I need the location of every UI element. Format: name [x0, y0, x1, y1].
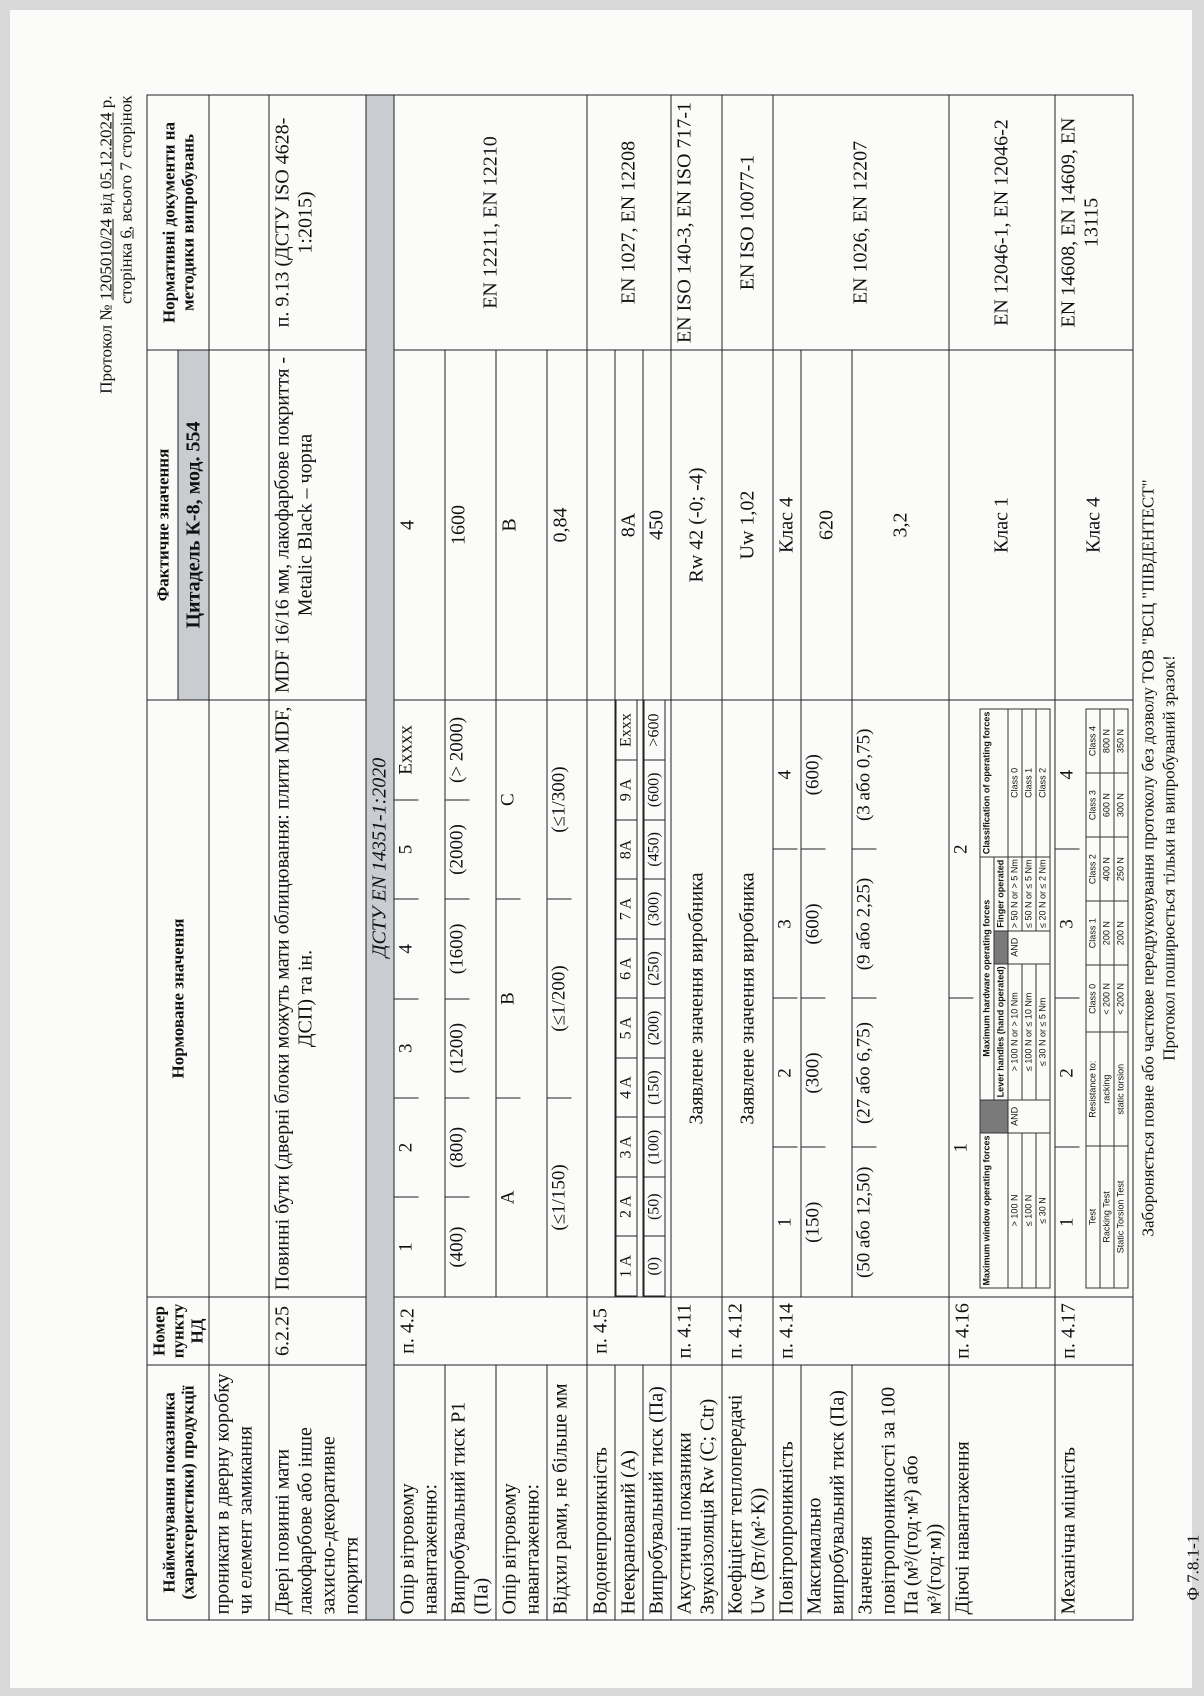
cell-name: Відхил рами, не більше мм	[547, 1365, 587, 1620]
table-row: Випробувальний тиск Р1 (Па) (400) (800) (1200) (1600) (2000) (> 2000) 1600	[445, 95, 496, 1620]
cell-norm: Заявлене значення виробника	[671, 700, 722, 1297]
table-row: Максимально випробувальний тиск (Па) (150) (300) (600) (600) 620	[801, 95, 852, 1620]
cell-name: Випробувальний тиск Р1 (Па)	[445, 1365, 496, 1620]
table-row: Діючі навантаження п. 4.16 1 2 Maximum window operating forces Maximum hardware operating forces Classification of operating forces Lever handles (hand operated) Finger operated > 100 N AND > 100 N or > 10 Nm AND > 50 N or > 5 Nm Class 0 ≤ 100 N ≤ 100 N or ≤ 10 Nm ≤ 50 N or ≤ 5 Nm Class 1 ≤ 30 N ≤ 30 N or ≤ 5 Nm ≤ 20 N or ≤ 2 Nm Class 2 Клас 1 EN 12046-1, EN 12046-2	[949, 95, 1055, 1620]
cell-clause: п. 4.17	[1055, 1297, 1133, 1365]
cell-actual: 3,2	[852, 350, 949, 700]
operating-forces-table-wrap	[974, 701, 1055, 1297]
cell-name: Значення повітропроникності за 100 Па (м³/(год·м²) або м³/(год·м))	[852, 1365, 949, 1620]
table-row	[671, 95, 722, 1620]
cell-docs: EN 1026, EN 12207	[773, 95, 949, 350]
header-sample: Цитадель К-8, мод. 554	[178, 350, 209, 700]
protocol-number: 1205010/24	[96, 218, 116, 301]
cell-name: Випробувальний тиск (Па)	[643, 1365, 671, 1620]
cell-clause: п. 4.16	[949, 1297, 1055, 1365]
table-row: Повітропроникність п. 4.14 1 2 3 4 Клас 4 EN 1026, EN 12207	[773, 95, 801, 1620]
mechanical-strength-table: Test Resistance to: Class 0 Class 1 Class 2 Class 3 Class 4 Racking Test racking < 200 N 200 N 400 N 600 N 800 N Static Torsion Test static torsion < 200 N 200 N 250 N 300 N 350 N	[1086, 709, 1129, 1289]
table-row: Механічна міцність п. 4.17 1 2 3 4 Test Resistance to: Class 0 Class 1 Class 2 Class 3 Class 4 Racking Test racking < 200 N 200 N 400 N 600 N 800 N Static Torsion Test static torsion < 200 N 200 N 250 N 300 N 350 N Клас 4 EN 14608, EN 14609, EN 13115	[1055, 95, 1133, 1620]
cell-docs: EN 1027, EN 12208	[587, 95, 671, 350]
reprint-warning: Забороняється повне або часткове передруковування протоколу без дозволу ТОВ "ВСЦ "ПІВДЕНТЕСТ"	[1138, 479, 1158, 1237]
table-row: Випробувальний тиск (Па) (0) (50) (100) (150) (200) (250) (300) (450) (600) >600 450	[643, 95, 671, 1620]
cell-actual: Клас 1	[949, 350, 1055, 700]
table-header-row	[147, 95, 178, 1620]
cell-name: Акустичні показники Звукоізоляція Rw (C; Ctr)	[671, 1365, 722, 1620]
document-page	[10, 10, 1203, 1688]
cell-name: Опір вітровому навантаженню:	[496, 1365, 547, 1620]
cell-name: Опір вітровому навантаженню:	[394, 1365, 445, 1620]
cell-name: Діючі навантаження	[949, 1365, 1055, 1620]
cell-actual: 620	[801, 350, 852, 700]
mechanical-table-wrap	[1080, 701, 1133, 1297]
cell-actual: 0,84	[547, 350, 587, 700]
table-row	[394, 95, 445, 1620]
cell-name: Водонепроникність	[587, 1365, 615, 1620]
cell-actual: Клас 4	[1055, 350, 1133, 700]
header-actual: Фактичне значення	[147, 350, 178, 700]
cell-actual: Rw 42 (-0; -4)	[671, 350, 722, 700]
table-row	[209, 95, 269, 1620]
cell-clause: 6.2.25	[269, 1297, 366, 1365]
cell-clause: п. 4.2	[394, 1297, 587, 1365]
cell-name: Механічна міцність	[1055, 1365, 1133, 1620]
cell-docs: п. 9.13 (ДСТУ ISO 4628-1:2015)	[269, 95, 366, 350]
section-title: ДСТУ EN 14351-1:2020	[366, 95, 394, 1620]
protocol-date: 05.12.2024	[96, 112, 116, 189]
cell-actual: Клас 4	[773, 350, 801, 700]
page-number: 6	[116, 230, 136, 239]
cell-actual: B	[496, 350, 547, 700]
cell-name: Коефіцієнт теплопередачі Uw (Вт/(м²·К))	[722, 1365, 773, 1620]
table-row: Відхил рами, не більше мм (≤1/150) (≤1/200) (≤1/300) 0,84	[547, 95, 587, 1620]
cell-actual: Uw 1,02	[722, 350, 773, 700]
cell-docs: EN 12211, EN 12210	[394, 95, 587, 350]
protocol-header	[97, 96, 137, 796]
cell-actual: 450	[643, 350, 671, 700]
cell-actual: 1600	[445, 350, 496, 700]
header-name: Найменування показника (характеристики) продукції	[147, 1365, 209, 1620]
cell-norm: Заявлене значення виробника	[722, 700, 773, 1297]
cell-actual: 4	[394, 350, 445, 700]
header-clause: Номер пункту НД	[147, 1297, 209, 1365]
section-row	[366, 95, 394, 1620]
footer-notes	[1138, 96, 1180, 1621]
table-row	[722, 95, 773, 1620]
cell-name: Повітропроникність	[773, 1365, 801, 1620]
cell-clause: п. 4.5	[587, 1297, 671, 1365]
table-row: Опір вітровому навантаженню: A B C B	[496, 95, 547, 1620]
cell-name: Неекранований (А)	[615, 1365, 643, 1620]
table-row: Значення повітропроникності за 100 Па (м³/(год·м²) або м³/(год·м)) (50 або 12,50) (27 або 6,75) (9 або 2,25) (3 або 0,75) 3,2	[852, 95, 949, 1620]
page-count-line: сторінка 6, всього 7 сторінок	[116, 95, 136, 304]
protocol-number-line: Протокол № 1205010/24 від 05.12.2024 р.	[96, 95, 116, 394]
wind-classes: 1 2 3 4 5 Exxxx	[395, 701, 419, 1297]
rotated-page-content	[89, 95, 1203, 1621]
cell-docs: EN ISO 140-3, EN ISO 717-1	[671, 95, 722, 350]
header-docs: Нормативні документи на методики випробувань	[147, 95, 209, 350]
cell-docs: EN 14608, EN 14609, EN 13115	[1055, 95, 1133, 350]
cell-clause: п. 4.12	[722, 1297, 773, 1365]
operating-forces-table: Maximum window operating forces Maximum hardware operating forces Classification of operating forces Lever handles (hand operated) Finger operated > 100 N AND > 100 N or > 10 Nm AND > 50 N or > 5 Nm Class 0 ≤ 100 N ≤ 100 N or ≤ 10 Nm ≤ 50 N or ≤ 5 Nm Class 1 ≤ 30 N ≤ 30 N or ≤ 5 Nm ≤ 20 N or ≤ 2 Nm Class 2	[980, 709, 1051, 1289]
cell-norm: Повинні бути (дверні блоки можуть мати облицювання: плити MDF, ДСП) та ін.	[269, 700, 366, 1297]
table-row	[587, 95, 615, 1620]
cell-name: Максимально випробувальний тиск (Па)	[801, 1365, 852, 1620]
results-table	[147, 95, 1134, 1621]
cell-clause: п. 4.11	[671, 1297, 722, 1365]
cell-docs: EN ISO 10077-1	[722, 95, 773, 350]
cell-actual: 8А	[615, 350, 643, 700]
cell-name: проникати в дверну коробку чи елемент замикання	[209, 1365, 269, 1620]
scope-note: Протокол поширюється тільки на випробуваний зразок!	[1159, 655, 1179, 1061]
cell-name: Двері повинні мати лакофарбове або інше захисно-декоративне покриття	[269, 1365, 366, 1620]
cell-docs: EN 12046-1, EN 12046-2	[949, 95, 1055, 350]
header-norm: Нормоване значення	[147, 700, 209, 1297]
water-classes: 1 A 2 A 3 A 4 A 5 A 6 A 7 A 8A 9 A Exxx	[616, 701, 638, 1297]
cell-clause: п. 4.14	[773, 1297, 949, 1365]
table-row	[269, 95, 366, 1620]
cell-actual: MDF 16/16 мм, лакофарбове покриття - Metalic Black – чорна	[269, 350, 366, 700]
form-id: Ф 7.8.1-1	[1183, 1534, 1203, 1601]
